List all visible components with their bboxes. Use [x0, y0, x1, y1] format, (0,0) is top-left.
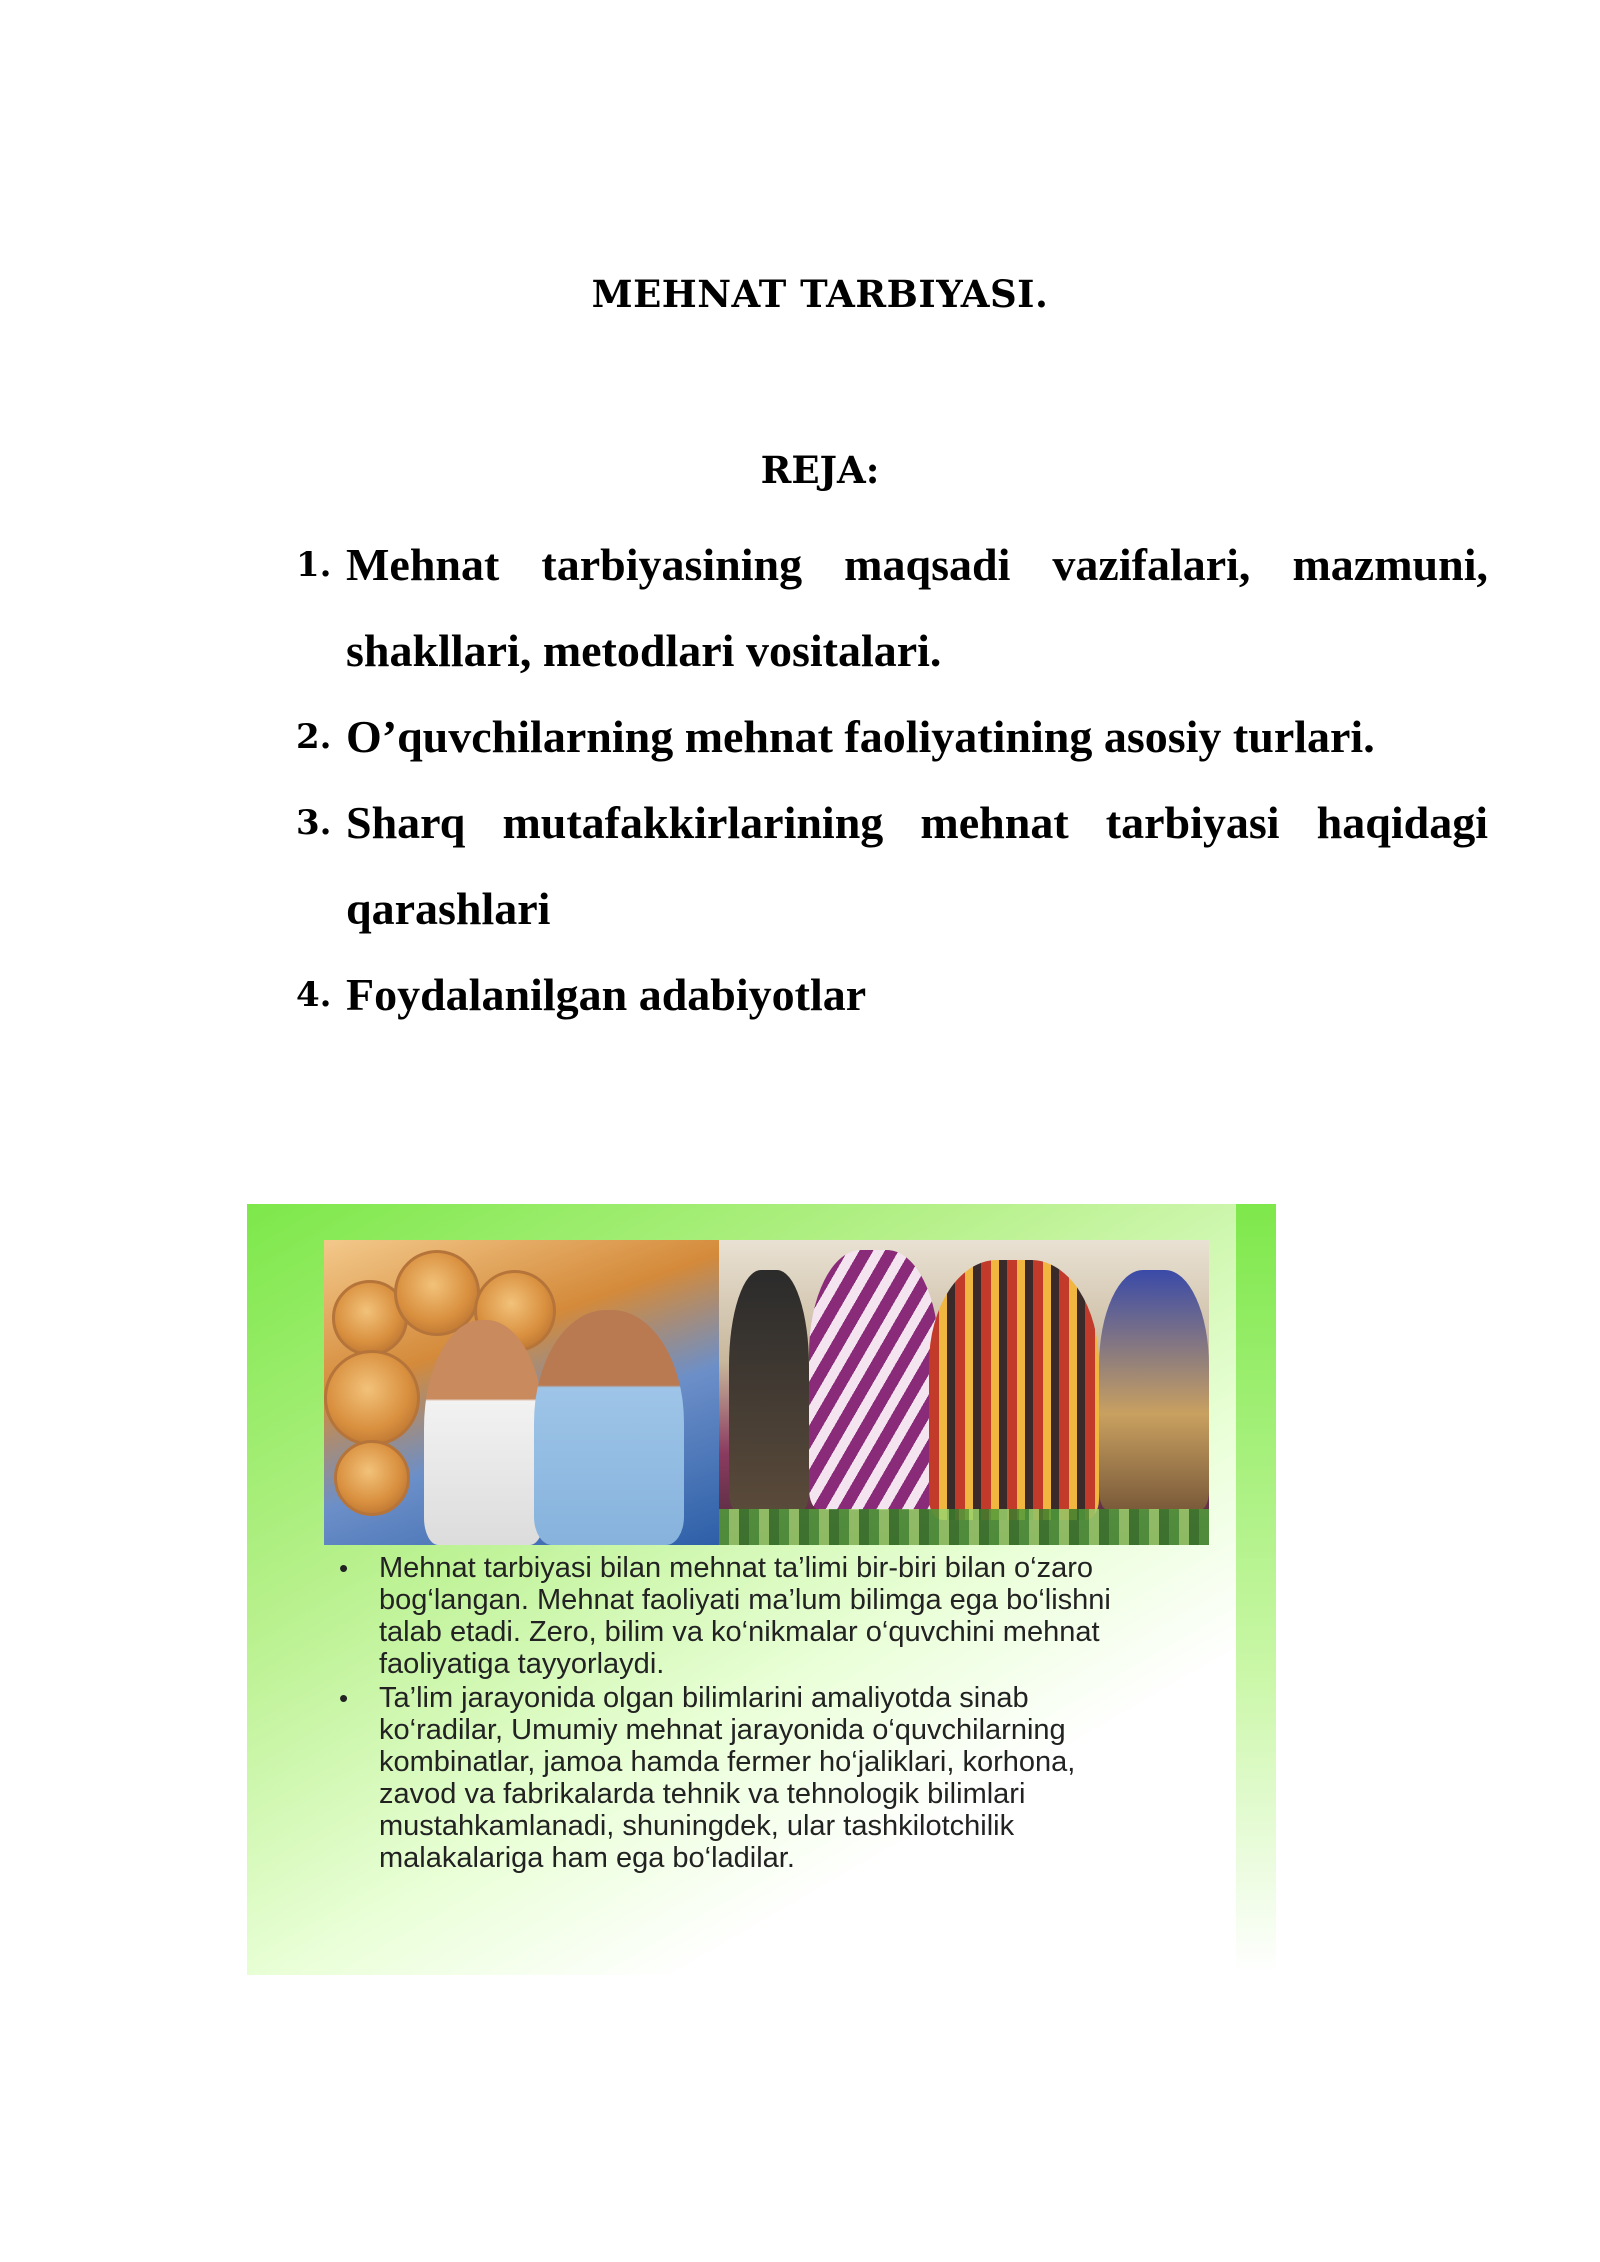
page-title: MEHNAT TARBIYASI. [591, 272, 1049, 316]
plan-item [296, 694, 1488, 780]
photo-textiles [719, 1240, 1209, 1545]
slide-green-edge [1236, 1204, 1276, 1975]
bullet-dot-icon: • [339, 1683, 349, 1713]
textile-figure [929, 1260, 1099, 1520]
slide-bullet-text: Mehnat tarbiyasi bilan mehnat ta’limi bir-biri bilan o‘zaro bog‘langan. Mehnat faoliyati ma’lum bilimga ega bo‘lishni talab etadi. Zero, bilim va ko‘nikmalar o‘quvchini mehnat faoliyatiga tayyorlaydi. [379, 1552, 1111, 1680]
plan-item-number: 4. [296, 975, 332, 1015]
craftsman-figure [534, 1310, 684, 1545]
slide-image [247, 1204, 1276, 1975]
plan-item [296, 952, 1488, 1038]
textile-figure [1099, 1270, 1209, 1510]
plan-item-text: Foydalanilgan adabiyotlar [346, 969, 867, 1020]
bullet-dot-icon: • [339, 1553, 349, 1583]
bread-icon [324, 1350, 420, 1446]
plan-item [296, 780, 1488, 952]
slide-photo [324, 1240, 1209, 1545]
plan-item [296, 522, 1488, 694]
slide-bullet-text: Ta’lim jarayonida olgan bilimlarini amaliyotda sinab ko‘radilar, Umumiy mehnat jarayonida o‘quvchilarning kombinatlar, jamoa hamda fermer ho‘jaliklari, korhona, zavod va fabrikalarda tehnik va tehnologik bilimlari mustahkamlanadi, shuningdek, ular tashkilotchilik malakalariga ham ega bo‘ladilar. [379, 1682, 1076, 1874]
photo-craftsmen [324, 1240, 719, 1545]
plan-list [296, 522, 1488, 1038]
plan-item-number: 2. [296, 717, 332, 757]
plan-heading: REJA: [760, 448, 880, 492]
plan-item-text: Mehnat tarbiyasining maqsadi vazifalari, mazmuni, shakllari, metodlari vositalari. [346, 539, 1488, 676]
craftsman-figure [424, 1320, 544, 1545]
plan-item-text: Sharq mutafakkirlarining mehnat tarbiyasi haqidagi qarashlari [346, 797, 1488, 934]
slide-bullet-list [329, 1552, 1149, 1876]
slide-bullet [329, 1552, 1149, 1680]
textile-figure [729, 1270, 809, 1510]
ornament-band [719, 1509, 1209, 1545]
textile-figure [809, 1250, 939, 1510]
plan-item-number: 1. [296, 545, 332, 585]
plan-item-text: O’quvchilarning mehnat faoliyatining asosiy turlari. [346, 711, 1375, 762]
bread-icon [334, 1440, 410, 1516]
slide-bullet [329, 1682, 1149, 1874]
plan-item-number: 3. [296, 803, 332, 843]
